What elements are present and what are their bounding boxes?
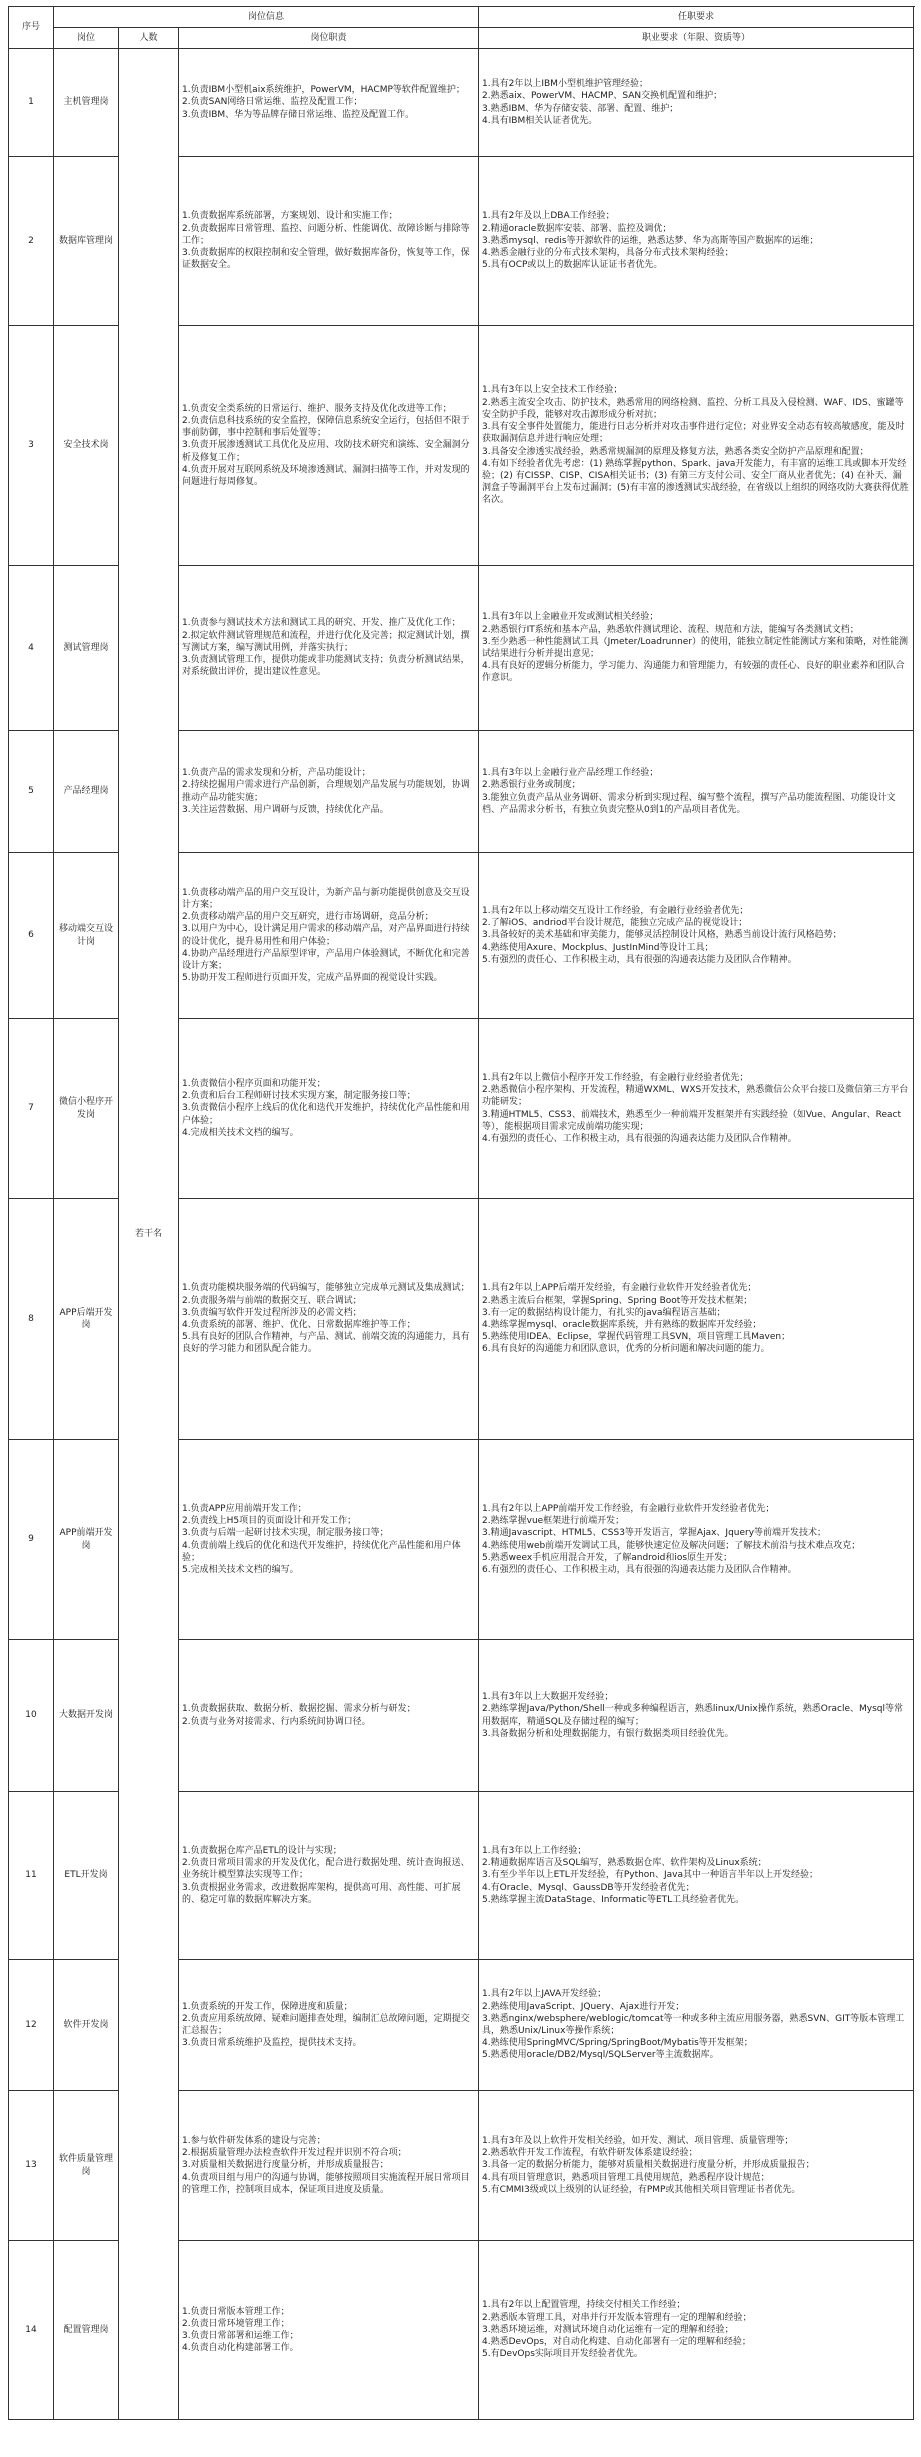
duty-line: 1.负责移动端产品的用户交互设计，为新产品与新功能提供创意及交互设计方案；: [182, 887, 470, 910]
duty-line: 2.负责日常环境管理工作；: [182, 2318, 290, 2329]
requirement-line: 4.有如下经验者优先考虑：(1) 熟练掌握python、Spark、java开发能力，有丰富的运维工具或脚本开发经验；(2) 有CISSP、CISP、CISA相关证书；(3) 有第三方支付公司、安全厂商从业者优先；(4) 在补天、漏洞盒子等漏洞平台上发布过漏洞；(5)有丰富的渗透测试实战经验，在省级以上组织的网络攻防大赛获得优胜名次。: [482, 458, 909, 506]
row-duties: [179, 1199, 479, 1440]
row-position: 配置管理岗: [54, 2241, 119, 2420]
duty-line: 2.负责应用系统故障、疑难问题排查处理，编制汇总故障问题，定期提交汇总报告；: [182, 2013, 470, 2036]
row-duties: [179, 1640, 479, 1792]
requirement-line: 2.熟悉银行业务或制度；: [482, 780, 581, 791]
row-seq: 8: [9, 1199, 54, 1440]
duty-line: 1.负责系统的开发工作，保障进度和质量；: [182, 2001, 353, 2012]
duty-line: 4.负责项目组与用户的沟通与协调，能够按照项目实施流程开展日常项目的管理工作，控制项目成本，保证项目进度及质量。: [182, 2172, 470, 2195]
row-seq: 5: [9, 731, 54, 853]
duty-line: 1.负责产品的需求发现和分析，产品功能设计；: [182, 768, 371, 779]
duty-line: 3.负责开展渗透测试工具优化及应用、攻防技术研究和演练、安全漏洞分析及修复工作；: [182, 440, 470, 463]
requirement-line: 1.具有2年以上APP前端开发工作经验，有金融行业软件开发经验者优先；: [482, 1503, 775, 1514]
requirement-line: 3.具备一定的数据分析能力，能够对质量相关数据进行度量分析，并形成质量报告；: [482, 2160, 815, 2171]
requirement-line: 2.精通oracle数据库安装、部署、监控及调优；: [482, 223, 672, 234]
duty-line: 1.负责数据仓库产品ETL的设计与实现；: [182, 1845, 342, 1856]
row-seq: 6: [9, 853, 54, 1019]
duty-line: 2.负责和后台工程师研讨技术实现方案，制定服务接口等；: [182, 1091, 416, 1102]
duty-line: 2.拟定软件测试管理规范和流程，并进行优化及完善；拟定测试计划，撰写测试方案，编写测试用例，并落实执行；: [182, 630, 470, 653]
requirement-line: 5.熟练使用IDEA、Eclipse，掌握代码管理工具SVN，项目管理工具Maven；: [482, 1332, 791, 1343]
row-position: APP后端开发岗: [54, 1199, 119, 1440]
header-group-info: 岗位信息: [54, 7, 479, 28]
row-duties: [179, 157, 479, 326]
row-requirements: [479, 49, 914, 157]
requirement-line: 1.具有2年以上JAVA开发经验；: [482, 1989, 607, 2000]
requirement-line: 2.熟悉微信小程序架构、开发流程，精通WXML、WXS开发技术，熟悉微信公众平台接口及微信第三方平台功能研发；: [482, 1085, 909, 1108]
duty-line: 1.负责微信小程序页面和功能开发；: [182, 1078, 326, 1089]
header-seq: 序号: [9, 7, 54, 49]
requirement-line: 1.具有3年以上安全技术工作经验；: [482, 385, 623, 396]
row-duties: [179, 731, 479, 853]
duty-line: 1.负责日常版本管理工作；: [182, 2306, 290, 2317]
requirement-line: 5.具有OCP或以上的数据库认证证书者优先。: [482, 260, 663, 271]
row-position: 微信小程序开发岗: [54, 1019, 119, 1199]
duty-line: 2.负责信息科技系统的安全监控，保障信息系统安全运行，包括但不限于事前防御，事中控制和事后处置等；: [182, 415, 470, 439]
duty-line: 4.负责自动化构建部署工作。: [182, 2343, 299, 2354]
requirement-line: 1.具有2年以上配置管理，持续交付相关工作经验；: [482, 2300, 686, 2311]
duty-line: 5.具有良好的团队合作精神，与产品、测试、前端交流的沟通能力，具有良好的学习能力和团队配合能力。: [182, 1332, 470, 1355]
row-requirements: [479, 853, 914, 1019]
requirement-line: 2.熟悉版本管理工具，对串并行开发版本管理有一定的理解和经验；: [482, 2312, 752, 2323]
requirement-line: 4.熟练使用web前端开发调试工具，能够快速定位及解决问题；了解技术前沿与技术难点攻克；: [482, 1540, 861, 1551]
requirement-line: 2.熟练掌握vue框架进行前端开发；: [482, 1516, 625, 1527]
duty-line: 5.完成相关技术文档的编写。: [182, 1564, 299, 1575]
requirement-line: 1.具有2年以上APP后端开发经验，有金融行业软件开发经验者优先；: [482, 1283, 757, 1294]
row-seq: 7: [9, 1019, 54, 1199]
row-duties: [179, 2241, 479, 2420]
requirement-line: 4.具有良好的逻辑分析能力，学习能力、沟通能力和管理能力，有较强的责任心、良好的职业素养和团队合作意识。: [482, 661, 905, 684]
row-duties: [179, 2091, 479, 2241]
requirement-line: 3.具备安全渗透实战经验，熟悉常规漏洞的原理及修复方法，熟悉各类安全防护产品原理和配置；: [482, 446, 869, 457]
duty-line: 3.负责日常部署和运维工作；: [182, 2331, 299, 2341]
row-seq: 14: [9, 2241, 54, 2420]
row-requirements: [479, 1199, 914, 1440]
requirement-line: 5.有强烈的责任心、工作积极主动，具有很强的沟通表达能力及团队合作精神。: [482, 954, 797, 965]
duty-line: 3.负责日常系统维护及监控，提供技术支持。: [182, 2038, 362, 2049]
requirement-line: 4.有Oracle、Mysql、GaussDB等开发经验者优先；: [482, 1882, 695, 1893]
duty-line: 1.参与软件研发体系的建设与完善；: [182, 2135, 326, 2146]
row-seq: 11: [9, 1792, 54, 1960]
requirement-line: 2.熟练使用JavaScript、JQuery、Ajax进行开发；: [482, 2001, 685, 2012]
requirement-line: 1.具有3年及以上软件开发相关经验，如开发、测试、项目管理、质量管理等；: [482, 2135, 794, 2146]
row-position: 软件质量管理岗: [54, 2091, 119, 2241]
row-seq: 9: [9, 1440, 54, 1640]
row-requirements: [479, 731, 914, 853]
row-position: ETL开发岗: [54, 1792, 119, 1960]
row-requirements: [479, 1440, 914, 1640]
requirement-line: 5.熟练掌握主流DataStage、Informatic等ETL工具经验者优先。: [482, 1894, 745, 1905]
duty-line: 3.关注运营数据、用户调研与反馈，持续优化产品。: [182, 804, 389, 815]
duty-line: 2.负责服务端与前端的数据交互、联合调试；: [182, 1295, 362, 1306]
duty-line: 3.负责测试管理工作，提供功能或非功能测试支持；负责分析测试结果，对系统做出评价，提出建议性意见。: [182, 655, 470, 678]
row-duties: [179, 566, 479, 731]
duty-line: 1.负责功能模块服务端的代码编写，能够独立完成单元测试及集成测试；: [182, 1283, 470, 1294]
duty-line: 2.负责SAN网络日常运维、监控及配置工作；: [182, 97, 363, 108]
row-duties: [179, 1019, 479, 1199]
duty-line: 4.负责开展对互联网系统及环境渗透测试、漏洞扫描等工作，并对发现的问题进行每周修复。: [182, 464, 470, 487]
duty-line: 4.负责前端上线后的优化和迭代开发维护，持续优化产品性能和用户体验；: [182, 1540, 461, 1563]
duty-line: 3.负责与后端一起研讨技术实现，制定服务接口等；: [182, 1528, 389, 1539]
duty-line: 2.负责线上H5项目的页面设计和开发工作；: [182, 1516, 357, 1527]
recruitment-table-sheet: [8, 6, 914, 2420]
duty-line: 3.负责IBM、华为等品牌存储日常运维、监控及配置工作。: [182, 109, 415, 120]
requirement-line: 3.有一定的数据结构设计能力，有扎实的java编程语言基础；: [482, 1307, 726, 1318]
requirement-line: 3.具备较好的美术基础和审美能力，能够灵活控制设计风格，熟悉当前设计流行风格趋势；: [482, 930, 842, 941]
row-position: 测试管理岗: [54, 566, 119, 731]
requirement-line: 2.熟悉主流后台框架，掌握Spring、Spring Boot等开发技术框架；: [482, 1295, 753, 1306]
requirement-line: 4.熟悉金融行业的分布式技术架构，具备分布式技术架构经验；: [482, 248, 734, 259]
header-requirements: 职业要求（年限、资质等）: [479, 28, 914, 49]
row-position: 软件开发岗: [54, 1960, 119, 2091]
row-seq: 12: [9, 1960, 54, 2091]
duty-line: 2.根据质量管理办法检查软件开发过程并识别不符合项；: [182, 2148, 407, 2159]
row-position: 大数据开发岗: [54, 1640, 119, 1792]
requirement-line: 1.具有2年以上IBM小型机维护管理经验；: [482, 79, 648, 90]
row-duties: [179, 326, 479, 566]
duty-line: 3.负责微信小程序上线后的优化和迭代开发维护，持续优化产品性能和用户体验；: [182, 1103, 470, 1126]
requirement-line: 3.精通Javascript、HTML5、CSS3等开发语言，掌握Ajax、Jquery等前端开发技术；: [482, 1528, 827, 1539]
requirement-line: 5.有DevOps实际项目开发经验者优先。: [482, 2349, 643, 2360]
requirement-line: 1.具有2年以上微信小程序开发工作经验，有金融行业经验者优先；: [482, 1072, 749, 1083]
row-requirements: [479, 1792, 914, 1960]
requirement-line: 2.熟悉银行IT系统和基本产品，熟悉软件测试理论、流程、规范和方法，能编写各类测试文档；: [482, 624, 859, 635]
requirement-line: 3.精通HTML5、CSS3、前端技术，熟悉至少一种前端开发框架并有实践经验（如Vue、Angular、React等），能根据项目需求完成前端功能实现；: [482, 1109, 901, 1132]
duty-line: 3.负责根据业务需求，改进数据库架构，提供高可用、高性能、可扩展的、稳定可靠的数据库解决方案。: [182, 1882, 461, 1905]
requirement-line: 4.熟练使用SpringMVC/Spring/SpringBoot/Mybatis等开发框架；: [482, 2038, 753, 2049]
row-duties: [179, 1440, 479, 1640]
duty-line: 2.负责日常项目需求的开发及优化，配合进行数据处理、统计查询报送、业务统计模型算法实现等工作；: [182, 1858, 470, 1881]
duty-line: 4.完成相关技术文档的编写。: [182, 1127, 299, 1138]
requirement-line: 2.熟练掌握Java/Python/Shell一种或多种编程语言，熟悉linux/Unix操作系统，熟悉Oracle、Mysql等常用数据库，精通SQL及存储过程的编写；: [482, 1704, 904, 1727]
row-requirements: [479, 2091, 914, 2241]
header-position: 岗位: [54, 28, 119, 49]
requirement-line: 1.具有3年以上金融业开发或测试相关经验；: [482, 612, 659, 623]
row-seq: 10: [9, 1640, 54, 1792]
requirement-line: 1.具有2年及以上DBA工作经验；: [482, 211, 615, 222]
duty-line: 2.负责与业务对接需求、行内系统间协调口径。: [182, 1716, 371, 1727]
row-seq: 2: [9, 157, 54, 326]
duty-line: 3.负责数据库的权限控制和安全管理，做好数据库备份，恢复等工作，保证数据安全。: [182, 248, 470, 271]
requirement-line: 3.熟悉mysql、redis等开源软件的运维，熟悉达梦、华为高斯等国产数据库的运维；: [482, 235, 819, 246]
duty-line: 2.持续挖掘用户需求进行产品创新，合理规划产品发展与功能规划，协调推动产品功能实施；: [182, 780, 470, 803]
row-duties: [179, 853, 479, 1019]
requirement-line: 4.熟练使用Axure、Mockplus、JustInMind等设计工具；: [482, 942, 714, 953]
requirement-line: 3.有至少半年以上ETL开发经验，有Python、Java其中一种语言半年以上开发经验；: [482, 1870, 819, 1881]
table-row: [9, 49, 914, 157]
row-position: APP前端开发岗: [54, 1440, 119, 1640]
requirement-line: 4.有强烈的责任心、工作积极主动，具有很强的沟通表达能力及团队合作精神。: [482, 1133, 797, 1144]
requirement-line: 3.熟悉nginx/websphere/weblogic/tomcat等一种或多种主流应用服务器，熟悉SVN、GIT等版本管理工具，熟悉Unix/Linux等操作系统；: [482, 2013, 905, 2036]
requirement-line: 3.具有安全事件处置能力，能进行日志分析并对攻击事件进行定位；对业界安全动态有较高敏感度，能及时获取漏洞信息并进行响应处理；: [482, 422, 905, 445]
header-headcount: 人数: [119, 28, 179, 49]
duty-line: 4.负责系统的部署、维护、优化、日常数据库维护等工作；: [182, 1320, 416, 1330]
row-seq: 13: [9, 2091, 54, 2241]
requirement-line: 3.熟悉IBM、华为存储安装、部署、配置、维护；: [482, 103, 679, 114]
duty-line: 3.负责编写软件开发过程所涉及的必需文档；: [182, 1307, 362, 1318]
row-requirements: [479, 326, 914, 566]
requirement-line: 3.具备数据分析和处理数据能力，有银行数据类项目经验优先。: [482, 1728, 734, 1739]
requirement-line: 1.具有3年以上金融行业产品经理工作经验；: [482, 768, 659, 779]
requirement-line: 2.熟悉aix、PowerVM、HACMP、SAN交换机配置和维护；: [482, 91, 723, 102]
requirement-line: 4.熟悉DevOps，对自动化构建、自动化部署有一定的理解和经验；: [482, 2337, 751, 2348]
requirement-line: 5.有CMMI3级或以上级别的认证经验，有PMP或其他相关项目管理证书者优先。: [482, 2184, 801, 2195]
duty-line: 1.负责IBM小型机aix系统维护，PowerVM，HACMP等软件配置维护；: [182, 85, 465, 96]
headcount-cell: 若干名: [119, 49, 179, 2420]
requirement-line: 1.具有2年以上移动端交互设计工作经验，有金融行业经验者优先；: [482, 905, 749, 916]
row-requirements: [479, 566, 914, 731]
duty-line: 3.以用户为中心，设计满足用户需求的移动端产品，对产品界面进行持续的设计优化，提升易用性和用户体验；: [182, 924, 470, 947]
duty-line: 1.负责参与测试技术方法和测试工具的研究、开发、推广及优化工作；: [182, 618, 461, 629]
requirement-line: 4.熟练掌握mysql、oracle数据库系统，并有熟练的数据库开发经验；: [482, 1320, 762, 1330]
requirement-line: 3.能独立负责产品从业务调研、需求分析到实现过程、编写整个流程，撰写产品功能流程图、功能设计文档、产品需求分析书，有独立负责完整从0到1的产品项目者优先。: [482, 792, 896, 815]
row-requirements: [479, 1640, 914, 1792]
requirement-line: 2.了解iOS、andriod平台设计规范，能独立完成产品的视觉设计；: [482, 918, 748, 929]
duty-line: 2.负责移动端产品的用户交互研究，进行市场调研，竞品分析；: [182, 912, 434, 923]
requirement-line: 6.有强烈的责任心、工作积极主动，具有很强的沟通表达能力及团队合作精神。: [482, 1564, 797, 1575]
duty-line: 4.协助产品经理进行产品原型评审，产品用户体验测试，不断优化和完善设计方案；: [182, 948, 470, 971]
requirement-line: 2.熟悉软件开发工作流程，有软件研发体系建设经验；: [482, 2148, 698, 2159]
row-requirements: [479, 1960, 914, 2091]
requirement-line: 4.具有IBM相关认证者优先。: [482, 115, 598, 126]
row-position: 移动端交互设计岗: [54, 853, 119, 1019]
requirement-line: 1.具有3年以上大数据开发经验；: [482, 1692, 614, 1703]
header-row-2: [9, 28, 914, 49]
header-duties: 岗位职责: [179, 28, 479, 49]
requirement-line: 4.具有项目管理意识，熟悉项目管理工具使用规范，熟悉程序设计规范；: [482, 2172, 770, 2183]
row-requirements: [479, 157, 914, 326]
duty-line: 2.负责数据库日常管理、监控、问题分析、性能调优、故障诊断与排除等工作；: [182, 223, 470, 246]
row-requirements: [479, 1019, 914, 1199]
row-seq: 1: [9, 49, 54, 157]
row-position: 产品经理岗: [54, 731, 119, 853]
row-position: 安全技术岗: [54, 326, 119, 566]
duty-line: 1.负责APP应用前端开发工作；: [182, 1503, 307, 1514]
row-seq: 4: [9, 566, 54, 731]
requirement-line: 2.熟悉主流安全攻击、防护技术，熟悉常用的网络检测、监控、分析工具及入侵检测、WAF、IDS、蜜罐等安全防护手段，能够对攻击源形成分析对抗；: [482, 397, 904, 420]
duty-line: 3.对质量相关数据进行度量分析，并形成质量报告；: [182, 2160, 389, 2171]
duty-line: 5.协助开发工程师进行页面开发，完成产品界面的视觉设计实践。: [182, 973, 443, 984]
row-position: 主机管理岗: [54, 49, 119, 157]
requirement-line: 1.具有3年以上工作经验；: [482, 1845, 587, 1856]
row-requirements: [479, 2241, 914, 2420]
duty-line: 1.负责数据库系统部署，方案规划、设计和实施工作；: [182, 211, 398, 222]
duty-line: 1.负责数据获取、数据分析、数据挖掘、需求分析与研发；: [182, 1704, 416, 1715]
requirement-line: 6.具有良好的沟通能力和团队意识，优秀的分析问题和解决问题的能力。: [482, 1344, 770, 1355]
requirement-line: 5.熟悉weex手机应用混合开发，了解android和ios原生开发；: [482, 1552, 733, 1563]
job-requirements-table: [8, 6, 914, 2420]
header-group-req: 任职要求: [479, 7, 914, 28]
requirement-line: 2.精通数据库语言及SQL编写，熟悉数据仓库、软件架构及Linux系统；: [482, 1858, 767, 1869]
header-row-1: [9, 7, 914, 28]
duty-line: 1.负责安全类系统的日常运行、维护、服务支持及优化改进等工作；: [182, 403, 452, 414]
row-duties: [179, 49, 479, 157]
row-seq: 3: [9, 326, 54, 566]
row-position: 数据库管理岗: [54, 157, 119, 326]
requirement-line: 5.熟悉使用oracle/DB2/Mysql/SQLServer等主流数据库。: [482, 2050, 719, 2061]
requirement-line: 3.熟悉环境运维，对测试环境自动化运维有一定的理解和经验；: [482, 2324, 734, 2335]
row-duties: [179, 1960, 479, 2091]
requirement-line: 3.至少熟悉一种性能测试工具（Jmeter/Loadrunner）的使用，能独立制定性能测试方案和策略，对性能测试结果进行分析并提出意见；: [482, 636, 909, 659]
row-duties: [179, 1792, 479, 1960]
